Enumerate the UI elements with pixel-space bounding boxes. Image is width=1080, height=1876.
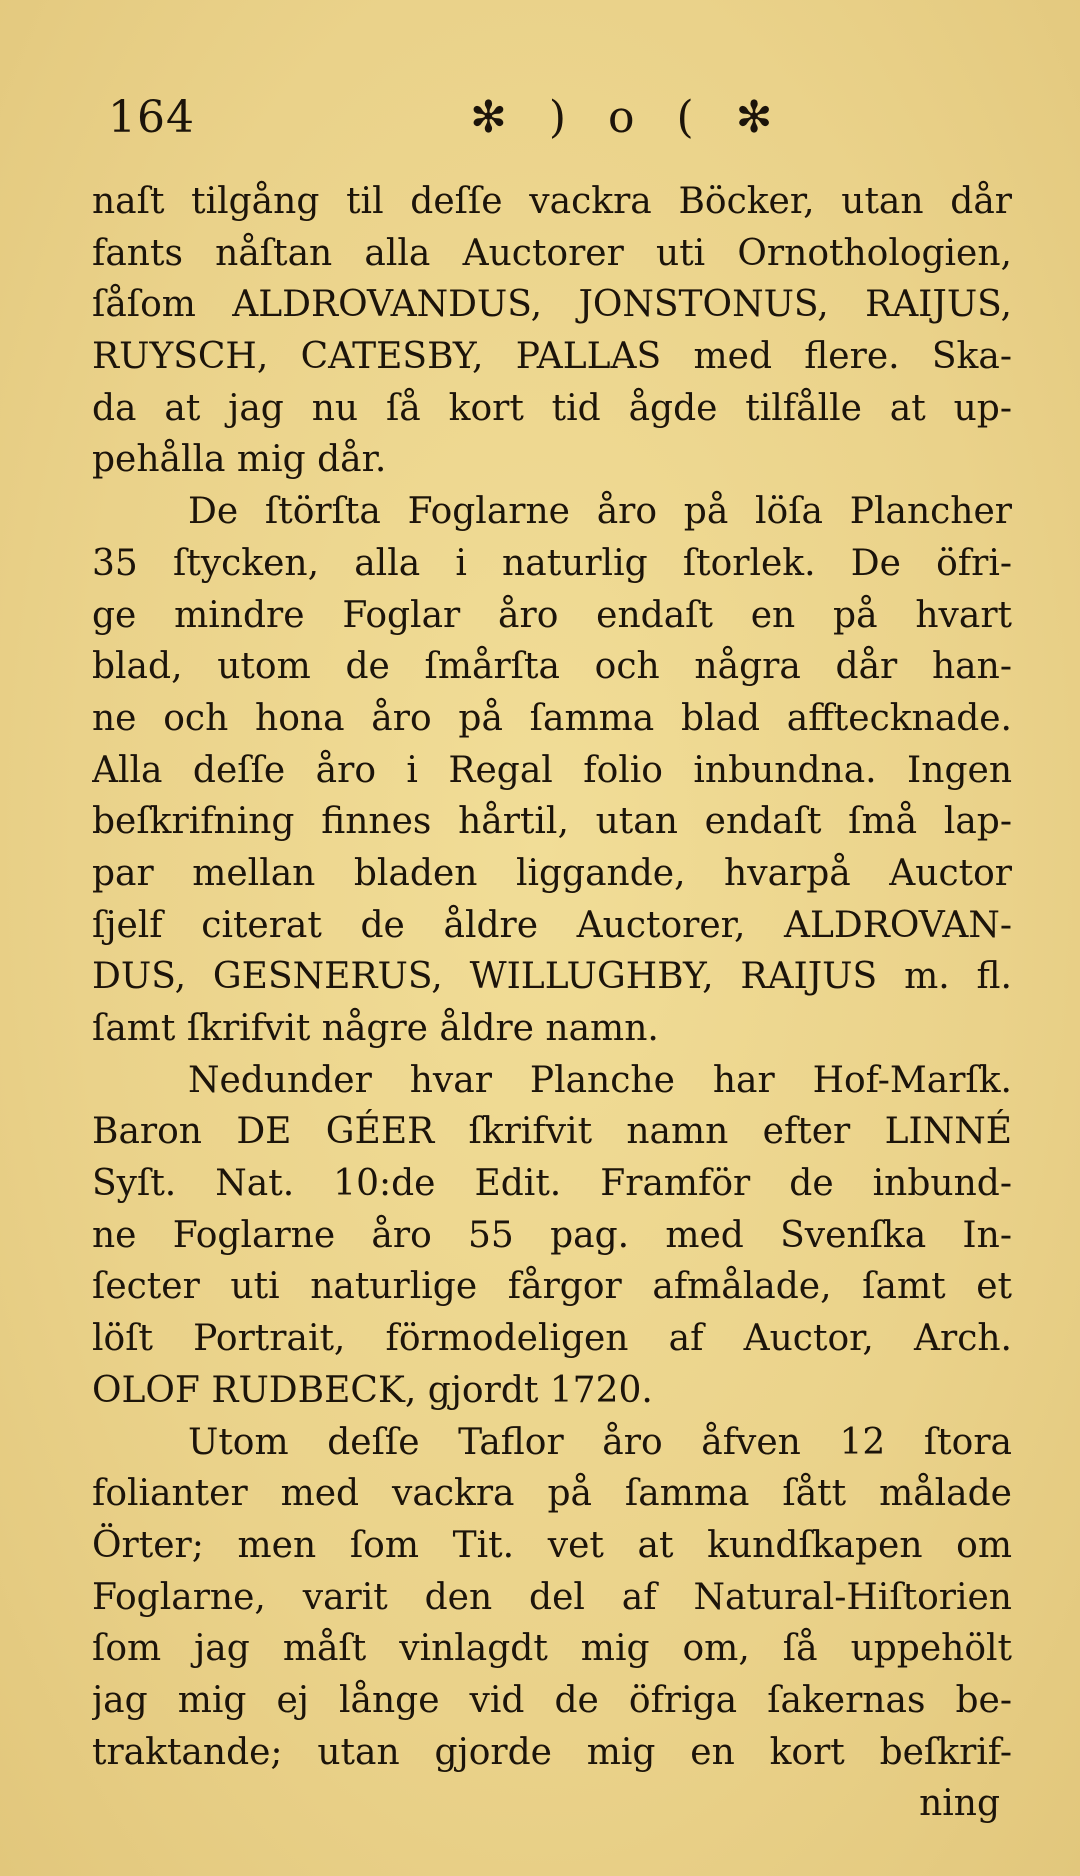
text-line: folianter med vackra på ſamma ſått målade	[92, 1473, 1012, 1515]
text-line: Foglarne, varit den del af Natural-Hiſtorien	[92, 1576, 1012, 1618]
catchword: ning	[919, 1783, 1000, 1825]
text-line: ſom jag måſt vinlagdt mig om, ſå uppehölt	[92, 1628, 1012, 1670]
text-line: Syſt. Nat. 10:de Edit. Framför de inbund-	[92, 1163, 1012, 1205]
text-line: ge mindre Foglar åro endaſt en på hvart	[92, 594, 1012, 636]
text-line: ſjelf citerat de åldre Auctorer, ALDROVAN-	[92, 904, 1012, 946]
text-line: löſt Portrait, förmodeligen af Auctor, Arch.	[92, 1318, 1012, 1360]
text-line: Alla deſſe åro i Regal folio inbundna. Ingen	[92, 749, 1012, 791]
text-line: da at jag nu ſå kort tid ågde tilfålle at up-	[92, 387, 1012, 429]
text-line: ſåſom ALDROVANDUS, JONSTONUS, RAIJUS,	[92, 284, 1012, 326]
text-line: RUYSCH, CATESBY, PALLAS med flere. Ska-	[92, 336, 1012, 378]
page-header	[90, 92, 990, 152]
text-line: Baron DE GÉER ſkrifvit namn efter LINNÉ	[92, 1111, 1012, 1153]
text-line: fants nåſtan alla Auctorer uti Ornothologien,	[92, 232, 1012, 274]
text-line: 35 ſtycken, alla i naturlig ſtorlek. De öfri-	[92, 542, 1012, 584]
text-line: par mellan bladen liggande, hvarpå Auctor	[92, 852, 1012, 894]
text-line: jag mig ej långe vid de öfriga ſakernas be-	[92, 1679, 1012, 1721]
text-line: traktande; utan gjorde mig en kort beſkrif-	[92, 1731, 1012, 1773]
header-ornament: ✻ ) o ( ✻	[470, 92, 787, 143]
text-line: DUS, GESNERUS, WILLUGHBY, RAIJUS m. fl.	[92, 956, 1012, 998]
text-line: Nedunder hvar Planche har Hof-Marſk.	[188, 1059, 1012, 1101]
text-line: De ſtörſta Foglarne åro på löſa Plancher	[188, 491, 1012, 533]
text-line: ne Foglarne åro 55 pag. med Svenſka In-	[92, 1214, 1012, 1256]
text-line: ſecter uti naturlige fårgor afmålade, ſamt et	[92, 1266, 1012, 1308]
text-line: OLOF RUDBECK, gjordt 1720.	[92, 1369, 653, 1411]
text-line: ſamt ſkrifvit någre åldre namn.	[92, 1008, 659, 1049]
text-line: Örter; men ſom Tit. vet at kundſkapen om	[92, 1524, 1012, 1566]
text-line: Utom deſſe Taflor åro åfven 12 ſtora	[188, 1421, 1012, 1463]
text-line: blad, utom de ſmårſta och några dår han-	[92, 646, 1012, 688]
text-line: beſkrifning finnes hårtil, utan endaſt ſmå lap-	[92, 801, 1012, 843]
page-number: 164	[108, 92, 195, 143]
text-line: naſt tilgång til deſſe vackra Böcker, utan dår	[92, 181, 1012, 222]
text-line: pehålla mig dår.	[92, 439, 387, 481]
body-text	[92, 176, 1012, 1830]
text-line: ne och hona åro på ſamma blad afftecknade.	[92, 697, 1012, 739]
